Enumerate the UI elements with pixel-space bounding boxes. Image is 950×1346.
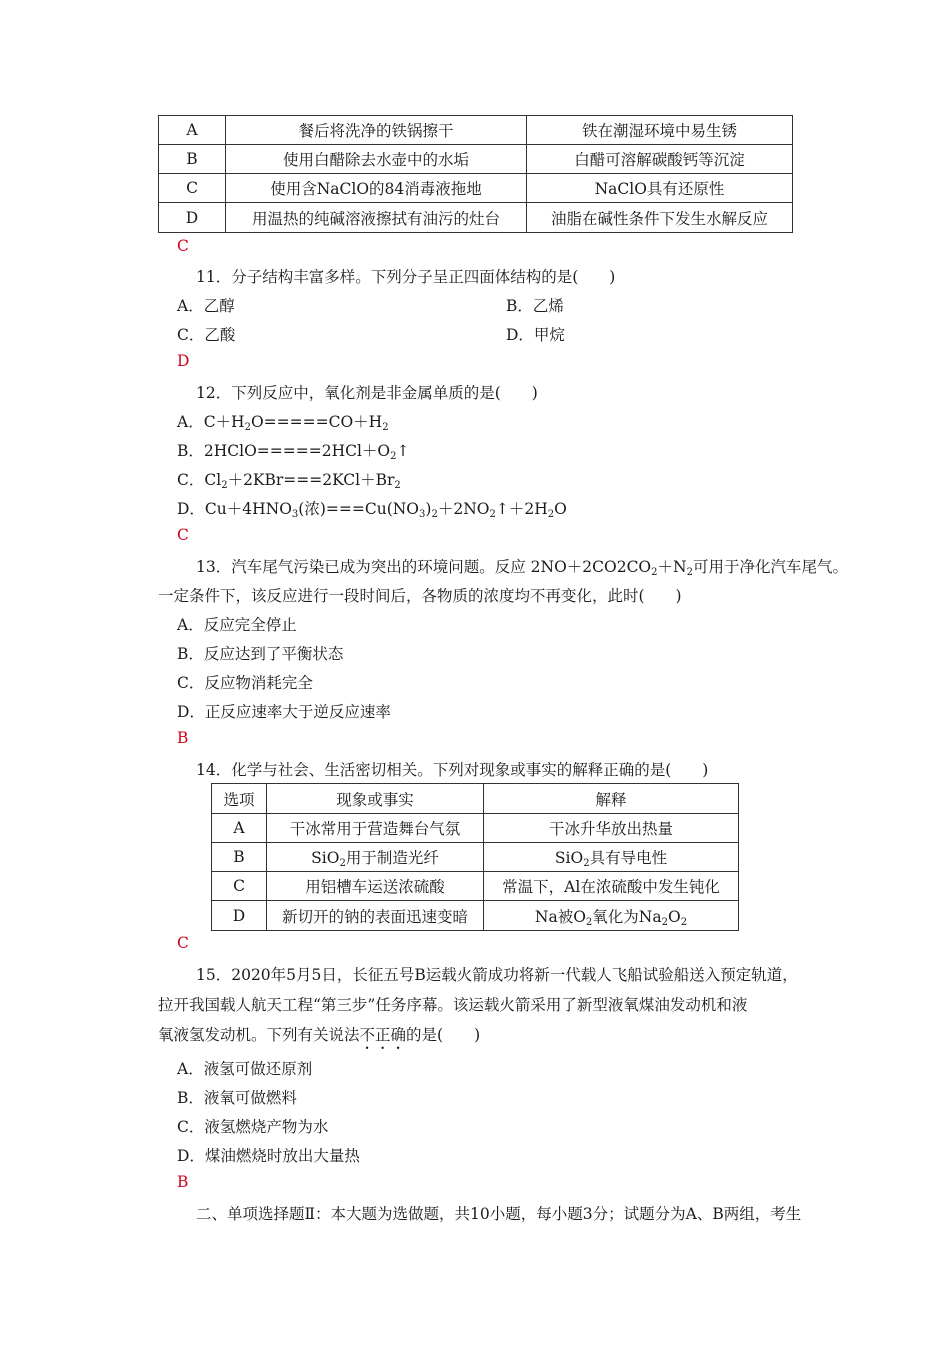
q13-option-a: A．反应完全停止 <box>177 616 297 634</box>
table-row <box>212 814 739 843</box>
q10-answer: C <box>177 237 189 255</box>
table-cell: 常温下，Al在浓硫酸中发生钝化 <box>484 872 739 901</box>
table-cell: SiO$_2$用于制造光纤 <box>267 843 484 872</box>
table-cell: Na被$O_2$氧化为$Na_2O_2$ <box>484 901 739 931</box>
q12-option-d: D．$Cu+4HNO_3$(浓)$===Cu(NO_3)_2+2NO_2↑+2H_2O$ <box>177 500 567 520</box>
table-cell: D <box>159 203 226 233</box>
q13-option-d: D．正反应速率大于逆反应速率 <box>177 703 391 721</box>
table-row <box>159 174 793 203</box>
q15-option-c: C．液氢燃烧产物为水 <box>177 1118 329 1136</box>
q15-answer: B <box>177 1173 189 1191</box>
q11-option-b: B．乙烯 <box>506 297 564 315</box>
q15-stem-line3: 氧液氢发动机。下列有关说法不正确的是( ) <box>158 1026 481 1044</box>
table-cell: A <box>212 814 267 843</box>
table-header-cell: 现象或事实 <box>267 784 484 814</box>
q14-answer: C <box>177 934 189 952</box>
q12-option-c: C．$Cl_2+2KBr===2KCl+Br_2$ <box>177 471 401 491</box>
table-header-cell: 解释 <box>484 784 739 814</box>
table-cell: 白醋可溶解碳酸钙等沉淀 <box>527 145 793 174</box>
table-cell: 干冰升华放出热量 <box>484 814 739 843</box>
q15-stem-line2: 拉开我国载人航天工程“第三步”任务序幕。该运载火箭采用了新型液氧煤油发动机和液 <box>158 996 748 1014</box>
table-cell: 铁在潮湿环境中易生锈 <box>527 116 793 145</box>
table-row <box>212 872 739 901</box>
table-cell: 用温热的纯碱溶液擦拭有油污的灶台 <box>226 203 527 233</box>
table-cell: 使用含NaClO的84消毒液拖地 <box>226 174 527 203</box>
q11-option-d: D．甲烷 <box>506 326 565 344</box>
q13-stem-line2: 一定条件下，该反应进行一段时间后，各物质的浓度均不再变化，此时( ) <box>158 587 682 605</box>
q12-answer: C <box>177 526 189 544</box>
table-cell: 油脂在碱性条件下发生水解反应 <box>527 203 793 233</box>
table-header-row <box>212 784 739 814</box>
q13-answer: B <box>177 729 189 747</box>
table-cell: A <box>159 116 226 145</box>
q15-stem-line1: 15．2020年5月5日，长征五号B运载火箭成功将新一代载人飞船试验船送入预定轨道， <box>196 966 798 984</box>
q15-option-d: D．煤油燃烧时放出大量热 <box>177 1147 360 1165</box>
table-cell: C <box>212 872 267 901</box>
table-cell: B <box>212 843 267 872</box>
q11-option-c: C．乙酸 <box>177 326 236 344</box>
table-cell: NaClO具有还原性 <box>527 174 793 203</box>
q13-option-b: B．反应达到了平衡状态 <box>177 645 344 663</box>
q12-stem: 12．下列反应中，氧化剂是非金属单质的是( ) <box>196 384 538 402</box>
table-header-cell: 选项 <box>212 784 267 814</box>
q14-stem: 14．化学与社会、生活密切相关。下列对现象或事实的解释正确的是( ) <box>196 761 709 779</box>
table-cell: C <box>159 174 226 203</box>
table-row <box>159 203 793 233</box>
q10-table <box>158 115 793 233</box>
table-row <box>159 145 793 174</box>
q11-stem: 11．分子结构丰富多样。下列分子呈正四面体结构的是( ) <box>196 268 616 286</box>
q15-option-b: B．液氧可做燃料 <box>177 1089 297 1107</box>
table-cell: 用铝槽车运送浓硫酸 <box>267 872 484 901</box>
table-cell: 干冰常用于营造舞台气氛 <box>267 814 484 843</box>
table-row <box>159 116 793 145</box>
table-row <box>212 843 739 872</box>
table-cell: SiO$_2$具有导电性 <box>484 843 739 872</box>
q14-table <box>211 783 739 931</box>
table-cell: 新切开的钠的表面迅速变暗 <box>267 901 484 931</box>
table-cell: D <box>212 901 267 931</box>
q11-option-a: A．乙醇 <box>177 297 235 315</box>
table-row <box>212 901 739 931</box>
section-2-heading: 二、单项选择题Ⅱ：本大题为选做题，共10小题，每小题3分；试题分为A、B两组，考生 <box>196 1205 802 1223</box>
table-cell: B <box>159 145 226 174</box>
q15-option-a: A．液氢可做还原剂 <box>177 1060 313 1078</box>
q13-stem-line1: 13．汽车尾气污染已成为突出的环境问题。反应 $2NO+2CO2CO_2+N_2$可用于净化汽车尾气。 <box>196 558 848 578</box>
q12-option-b: B．$2HClO=====2HCl+O_2↑$ <box>177 442 410 462</box>
table-cell: 使用白醋除去水壶中的水垢 <box>226 145 527 174</box>
table-cell: 餐后将洗净的铁锅擦干 <box>226 116 527 145</box>
q11-answer: D <box>177 352 190 370</box>
q13-option-c: C．反应物消耗完全 <box>177 674 313 692</box>
q12-option-a: A．$C+H_2O=====CO+H_2$ <box>177 413 389 433</box>
emphasis-text: 不正确 <box>359 1026 407 1044</box>
